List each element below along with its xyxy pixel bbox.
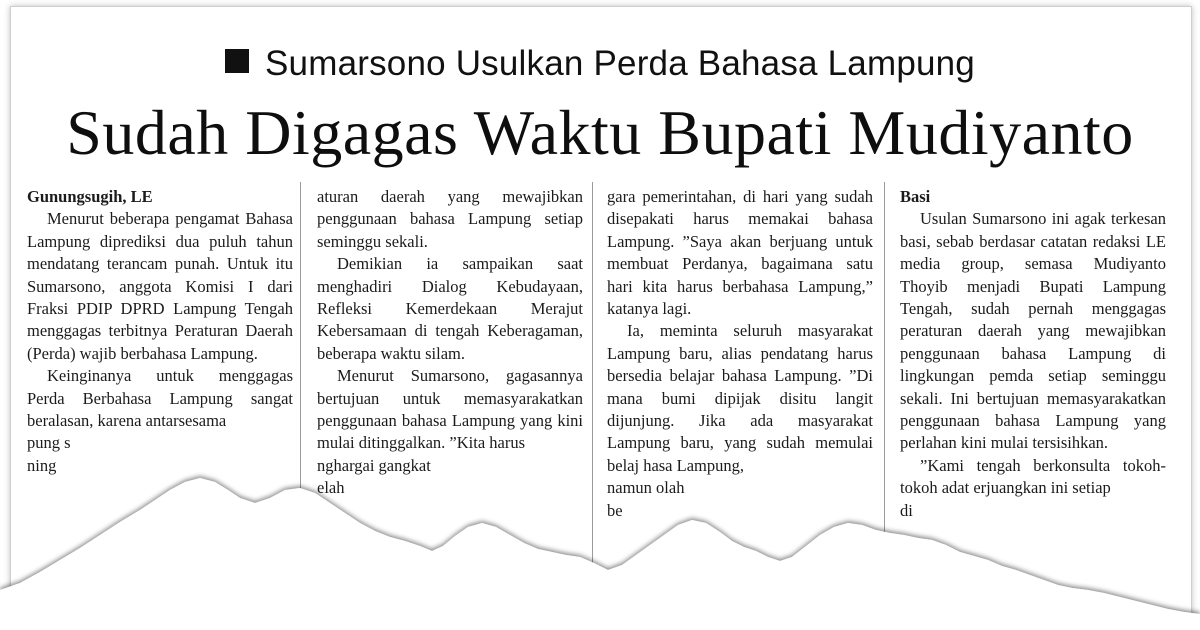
paragraph: ”Kami tengah berkonsulta tokoh-tokoh adat erjuangkan ini setiap — [900, 455, 1166, 498]
paragraph-fragment: namun olah — [607, 478, 685, 498]
paragraph-fragment: ning — [27, 455, 57, 475]
paragraph: Ia, meminta seluruh masyarakat Lampung baru, alias pendatang harus bersedia belajar bahasa Lampung. ”Di mana bumi dipijak disitu langit dijunjung. Jika ada masyarakat Lampung baru, yang sudah memulai belaj hasa Lampung, — [607, 321, 873, 475]
paragraph-fragment: elah — [317, 478, 345, 498]
paragraph-fragment: pung s — [27, 433, 71, 453]
paragraph: Usulan Sumarsono ini agak terkesan basi, sebab berdasar catatan redaksi LE media group, semasa Mudiyanto Thoyib menjadi Bupati Lampung Tengah, sudah pernah menggagas peraturan daerah yang mewajibkan penggunaan bahasa Lampung di lingkungan pemda setiap seminggu sekali. Ini bertujuan memasyarakatkan penggunaan bahasa Lampung yang perlahan kini mulai tersisihkan. — [900, 209, 1166, 453]
paragraph: Keinginanya untuk menggagas Perda Berbahasa Lampung sangat beralasan, karena antarsesama — [27, 366, 293, 431]
paragraph: Menurut Sumarsono, gagasannya bertujuan untuk memasyarakatkan penggunaan bahasa Lampung yang kini mulai ditinggalkan. ”Kita harus — [317, 366, 583, 453]
paragraph-fragment: nghargai gangkat — [317, 455, 431, 475]
paragraph-fragment: di — [900, 500, 913, 520]
kicker-text: Sumarsono Usulkan Perda Bahasa Lampung — [265, 44, 975, 83]
paragraph: Demikian ia sampaikan saat menghadiri Dialog Kebudayaan, Refleksi Kemerdekaan Merajut Kebersamaan di tengah Keberagaman, beberapa waktu silam. — [317, 254, 583, 363]
paragraph: gara pemerintahan, di hari yang sudah disepakati harus memakai bahasa Lampung. ”Saya akan berjuang untuk membuat Perdanya, bagaimana satu hari kita harus berbahasa Lampung,” katanya lagi. — [607, 187, 873, 319]
paragraph-fragment: be — [607, 500, 623, 520]
paragraph: Menurut beberapa pengamat Bahasa Lampung diprediksi dua puluh tahun mendatang terancam punah. Untuk itu Sumarsono, anggota Komisi I dari Fraksi PDIP DPRD Lampung Tengah menggagas terbitnya Peraturan Daerah (Perda) wajib berbahasa Lampung. — [27, 209, 293, 363]
article-headline: Sudah Digagas Waktu Bupati Mudiyanto — [66, 97, 1134, 168]
dateline: Gunungsugih, LE — [27, 187, 153, 206]
subheading: Basi — [900, 187, 931, 206]
paragraph: aturan daerah yang mewajibkan penggunaan bahasa Lampung setiap seminggu sekali. — [317, 187, 583, 251]
